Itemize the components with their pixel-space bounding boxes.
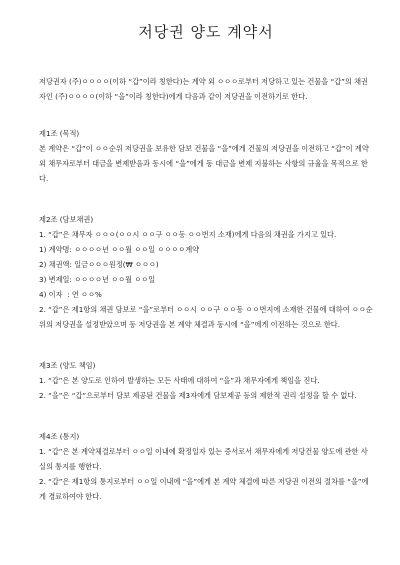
article-line: 2. “갑”은 제1항의 통지로부터 ㅇㅇ일 이내에 “을”에게 본 계약 체결에 따른 저당권 이전의 절차를 “을”에게 경료하여야 한다. xyxy=(39,477,369,501)
intro-paragraph: 저당권자 (주)ㅇㅇㅇㅇ(이하 “갑”이라 칭한다)는 계약 외 ㅇㅇㅇ로부터 저당하고 있는 건물을 “갑”의 채권자인 (주)ㅇㅇㅇㅇ(이하 “을”이라 칭한다)에게 다음과 같이 저당권을 이전하기로 한다. xyxy=(39,77,368,101)
article-title: 제1조 (목적) xyxy=(39,129,80,138)
article-2 xyxy=(39,212,373,332)
article-line: 1. “갑”은 채무자 ㅇㅇㅇ(ㅇㅇ시 ㅇㅇ구 ㅇㅇ동 ㅇㅇ번지 소재)에게 다음의 채권을 가지고 있다. xyxy=(39,230,337,239)
article-line: 1. “갑”은 본 계약체결로부터 ㅇㅇ일 이내에 확정일자 있는 증서로서 채무자에게 저당건물 양도에 관한 사실의 통지를 행한다. xyxy=(39,447,368,471)
article-title: 제3조 (양도 책임) xyxy=(39,361,96,370)
article-title: 제4조 (통지) xyxy=(39,432,80,441)
document-title: 저당권 양도 계약서 xyxy=(138,23,274,41)
article-title: 제2조 (담보채권) xyxy=(39,215,94,224)
article-line: 2) 채권액: 일금ㅇㅇㅇ원정(₩ ㅇㅇㅇ) xyxy=(39,260,159,269)
article-line: 2. “을”은 “갑”으로부터 담보 제공된 건물을 제3자에게 담보제공 등의 제한적 권리 설정을 할 수 없다. xyxy=(39,391,357,400)
article-line: 2. “갑”은 제1항의 채권 담보로 “을”로부터 ㅇㅇ시 ㅇㅇ구 ㅇㅇ동 ㅇㅇ번지에 소재한 건물에 대하여 ㅇㅇ순위의 저당권을 설정받았으며 동 저당권을 본 계약 체결과 동시에 “을”에게 이전하는 것으로 한다. xyxy=(39,305,373,329)
article-1 xyxy=(39,126,373,186)
article-line: 1. “갑”은 본 양도로 인하여 발생하는 모든 사태에 대하여 “을”과 채무자에게 책임을 진다. xyxy=(39,376,320,385)
article-line: 본 계약은 “갑”이 ㅇㅇ순위 저당권을 보유한 담보 건물을 “을”에게 건물의 저당권을 이전하고 “갑”이 계약 외 채무자로부터 대금을 변제받음과 동시에 “을”에게 동 대금을 변제 지불하는 사항의 규율을 목적으로 한다. xyxy=(39,144,372,183)
article-line: 4) 이자 : 연 ㅇㅇ% xyxy=(39,290,102,299)
article-line: 3) 변제일: ㅇㅇㅇㅇ년 ㅇㅇ월 ㅇㅇ일 xyxy=(39,275,156,284)
article-line: 1) 계약명: ㅇㅇㅇㅇ년 ㅇㅇ월 ㅇㅇ일 ㅇㅇㅇㅇ계약 xyxy=(39,245,200,254)
article-3 xyxy=(39,358,373,403)
article-4 xyxy=(39,429,373,504)
